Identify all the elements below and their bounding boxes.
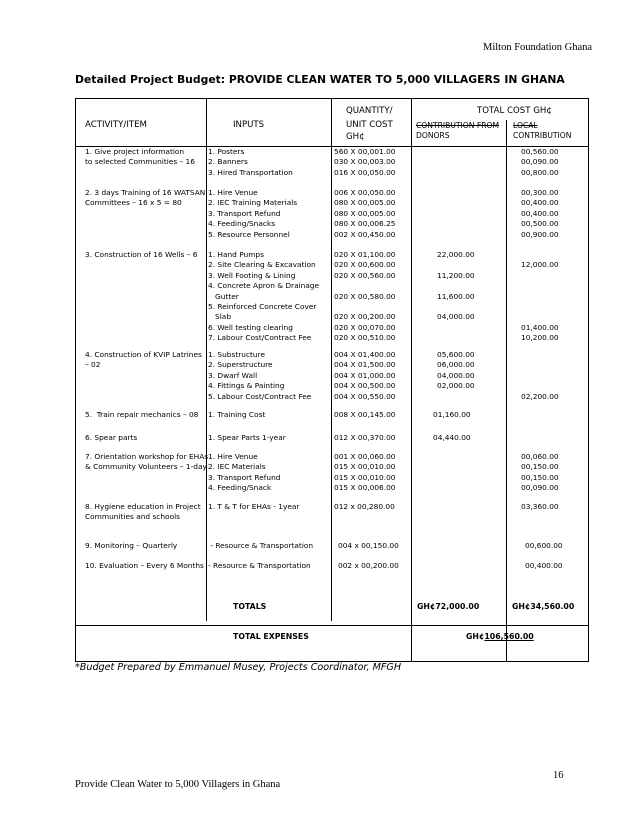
row-8-local: 03,360.00 xyxy=(521,502,559,511)
row-7-local: 00,060.00 00,150.00 00,150.00 00,090.00 xyxy=(521,452,559,493)
column-divider xyxy=(331,99,332,621)
row-4-donors: 05,600.00 06,000.00 04,000.00 02,000.00 xyxy=(437,350,475,391)
budget-footnote: *Budget Prepared by Emmanuel Musey, Projects Coordinator, MFGH xyxy=(75,662,402,673)
row-8-quantity: 012 x 00,280.00 xyxy=(334,502,395,511)
row-1-quantity: 560 X 00,001.00 030 X 00,003.00 016 X 00,050.00 xyxy=(334,147,396,177)
row-9-activity: 9. Monitoring – Quarterly xyxy=(85,541,178,550)
totals-divider xyxy=(76,625,588,626)
row-3-quantity: 020 X 01,100.00 020 X 00,600.00 020 X 00,560.00 020 X 00,580.00 020 X 00,200.00 020 X 00,070.00 020 X 00,510.00 xyxy=(334,250,396,343)
header-local-contribution: CONTRIBUTION xyxy=(513,131,572,140)
column-divider xyxy=(506,120,507,661)
header-donors: DONORS xyxy=(416,131,450,140)
total-expenses-currency: GH¢ xyxy=(466,632,485,641)
header-unit-cost: UNIT COST xyxy=(346,120,393,130)
header-quantity: QUANTITY/ xyxy=(346,106,393,116)
document-title: Detailed Project Budget: PROVIDE CLEAN WATER TO 5,000 VILLAGERS IN GHANA xyxy=(75,73,565,86)
header-total-cost: TOTAL COST GH¢ xyxy=(477,106,552,116)
total-expenses-amount: 106,560.00 xyxy=(484,632,534,641)
row-6-activity: 6. Spear parts xyxy=(85,433,138,442)
row-9-quantity: 004 x 00,150.00 xyxy=(338,541,399,550)
row-9-inputs: - Resource & Transportation xyxy=(208,541,314,550)
row-7-inputs: 1. Hire Venue 2. IEC Materials 3. Transport Refund 4. Feeding/Snack xyxy=(208,452,281,493)
row-7-activity: 7. Orientation workshop for EHAs & Community Volunteers – 1-day xyxy=(85,452,209,472)
header-contribution-from: CONTRIBUTION FROM xyxy=(416,121,500,130)
row-3-donors: 22,000.00 11,200.00 11,600.00 04,000.00 xyxy=(437,250,475,322)
total-expenses-value xyxy=(466,632,534,641)
column-divider xyxy=(206,99,207,621)
header-currency: GH¢ xyxy=(346,132,365,142)
totals-local: GH¢34,560.00 xyxy=(512,602,575,611)
row-10-activity: 10. Evaluation – Every 6 Months xyxy=(85,561,204,570)
row-7-quantity: 001 X 00,060.00 015 X 00,010.00 015 X 00,010.00 015 X 00,006.00 xyxy=(334,452,396,493)
row-4-inputs: 1. Substructure 2. Superstructure 3. Dwarf Wall 4. Fittings & Painting 5. Labour Cost/Contract Fee xyxy=(208,350,312,401)
row-8-activity: 8. Hygiene education in Project Communities and schools xyxy=(85,502,201,522)
row-5-quantity: 008 X 00,145.00 xyxy=(334,410,396,419)
row-8-inputs: 1. T & T for EHAs - 1year xyxy=(208,502,300,511)
row-1-activity: 1. Give project information to selected Communities – 16 xyxy=(85,147,195,167)
row-6-donors: 04,440.00 xyxy=(433,433,471,442)
row-3-activity: 3. Construction of 16 Wells – 6 xyxy=(85,250,198,259)
row-2-activity: 2. 3 days Training of 16 WATSAN Committees – 16 x 5 = 80 xyxy=(85,188,206,208)
row-2-inputs: 1. Hire Venue 2. IEC Training Materials 3. Transport Refund 4. Feeding/Snacks 5. Resource Personnel xyxy=(208,188,298,239)
row-4-local: 02,200.00 xyxy=(521,391,559,401)
header-activity: ACTIVITY/ITEM xyxy=(85,120,147,130)
total-expenses-label: TOTAL EXPENSES xyxy=(233,632,309,641)
row-5-donors: 01,160.00 xyxy=(433,410,471,419)
page-number: 16 xyxy=(553,770,564,781)
header-inputs: INPUTS xyxy=(233,120,265,130)
row-5-inputs: 1. Training Cost xyxy=(208,410,266,419)
row-4-quantity: 004 X 01,400.00 004 X 01,500.00 004 X 01,000.00 004 X 00,500.00 004 X 00,550.00 xyxy=(334,350,396,401)
row-6-inputs: 1. Spear Parts 1-year xyxy=(208,433,286,442)
row-3-local: 12,000.00 01,400.00 10,200.00 xyxy=(521,260,559,343)
row-2-local: 00,300.00 00,400.00 00,400.00 00,500.00 00,900.00 xyxy=(521,188,559,239)
row-5-activity: 5. Train repair mechanics – 08 xyxy=(85,410,199,419)
budget-table xyxy=(75,98,589,662)
row-9-local: 00,600.00 xyxy=(525,541,563,550)
header-local: LOCAL xyxy=(513,121,538,130)
row-10-quantity: 002 x 00,200.00 xyxy=(338,561,399,570)
row-3-inputs: 1. Hand Pumps 2. Site Clearing & Excavation 3. Well Footing & Lining 4. Concrete Apron & Drainage Gutter 5. Reinforced Concrete Cover Slab 6. Well testing clearing 7. Labour Cost/Contract Fee xyxy=(208,250,320,343)
row-1-local: 00,560.00 00,090.00 00,800.00 xyxy=(521,147,559,177)
column-divider xyxy=(411,99,412,661)
row-6-quantity: 012 X 00,370.00 xyxy=(334,433,396,442)
row-4-activity: 4. Construction of KVIP Latrines – 02 xyxy=(85,350,202,370)
totals-donors: GH¢72,000.00 xyxy=(417,602,480,611)
row-10-local: 00,400.00 xyxy=(525,561,563,570)
page-header-org: Milton Foundation Ghana xyxy=(483,42,593,53)
row-1-inputs: 1. Posters 2. Banners 3. Hired Transportation xyxy=(208,147,293,177)
row-2-quantity: 006 X 00,050.00 080 X 00,005.00 080 X 00,005.00 080 X 00,006.25 002 X 00,450.00 xyxy=(334,188,396,239)
page-footer-title: Provide Clean Water to 5,000 Villagers in Ghana xyxy=(75,779,281,790)
totals-label: TOTALS xyxy=(233,602,267,611)
row-10-inputs: - Resource & Transportation xyxy=(208,561,311,570)
